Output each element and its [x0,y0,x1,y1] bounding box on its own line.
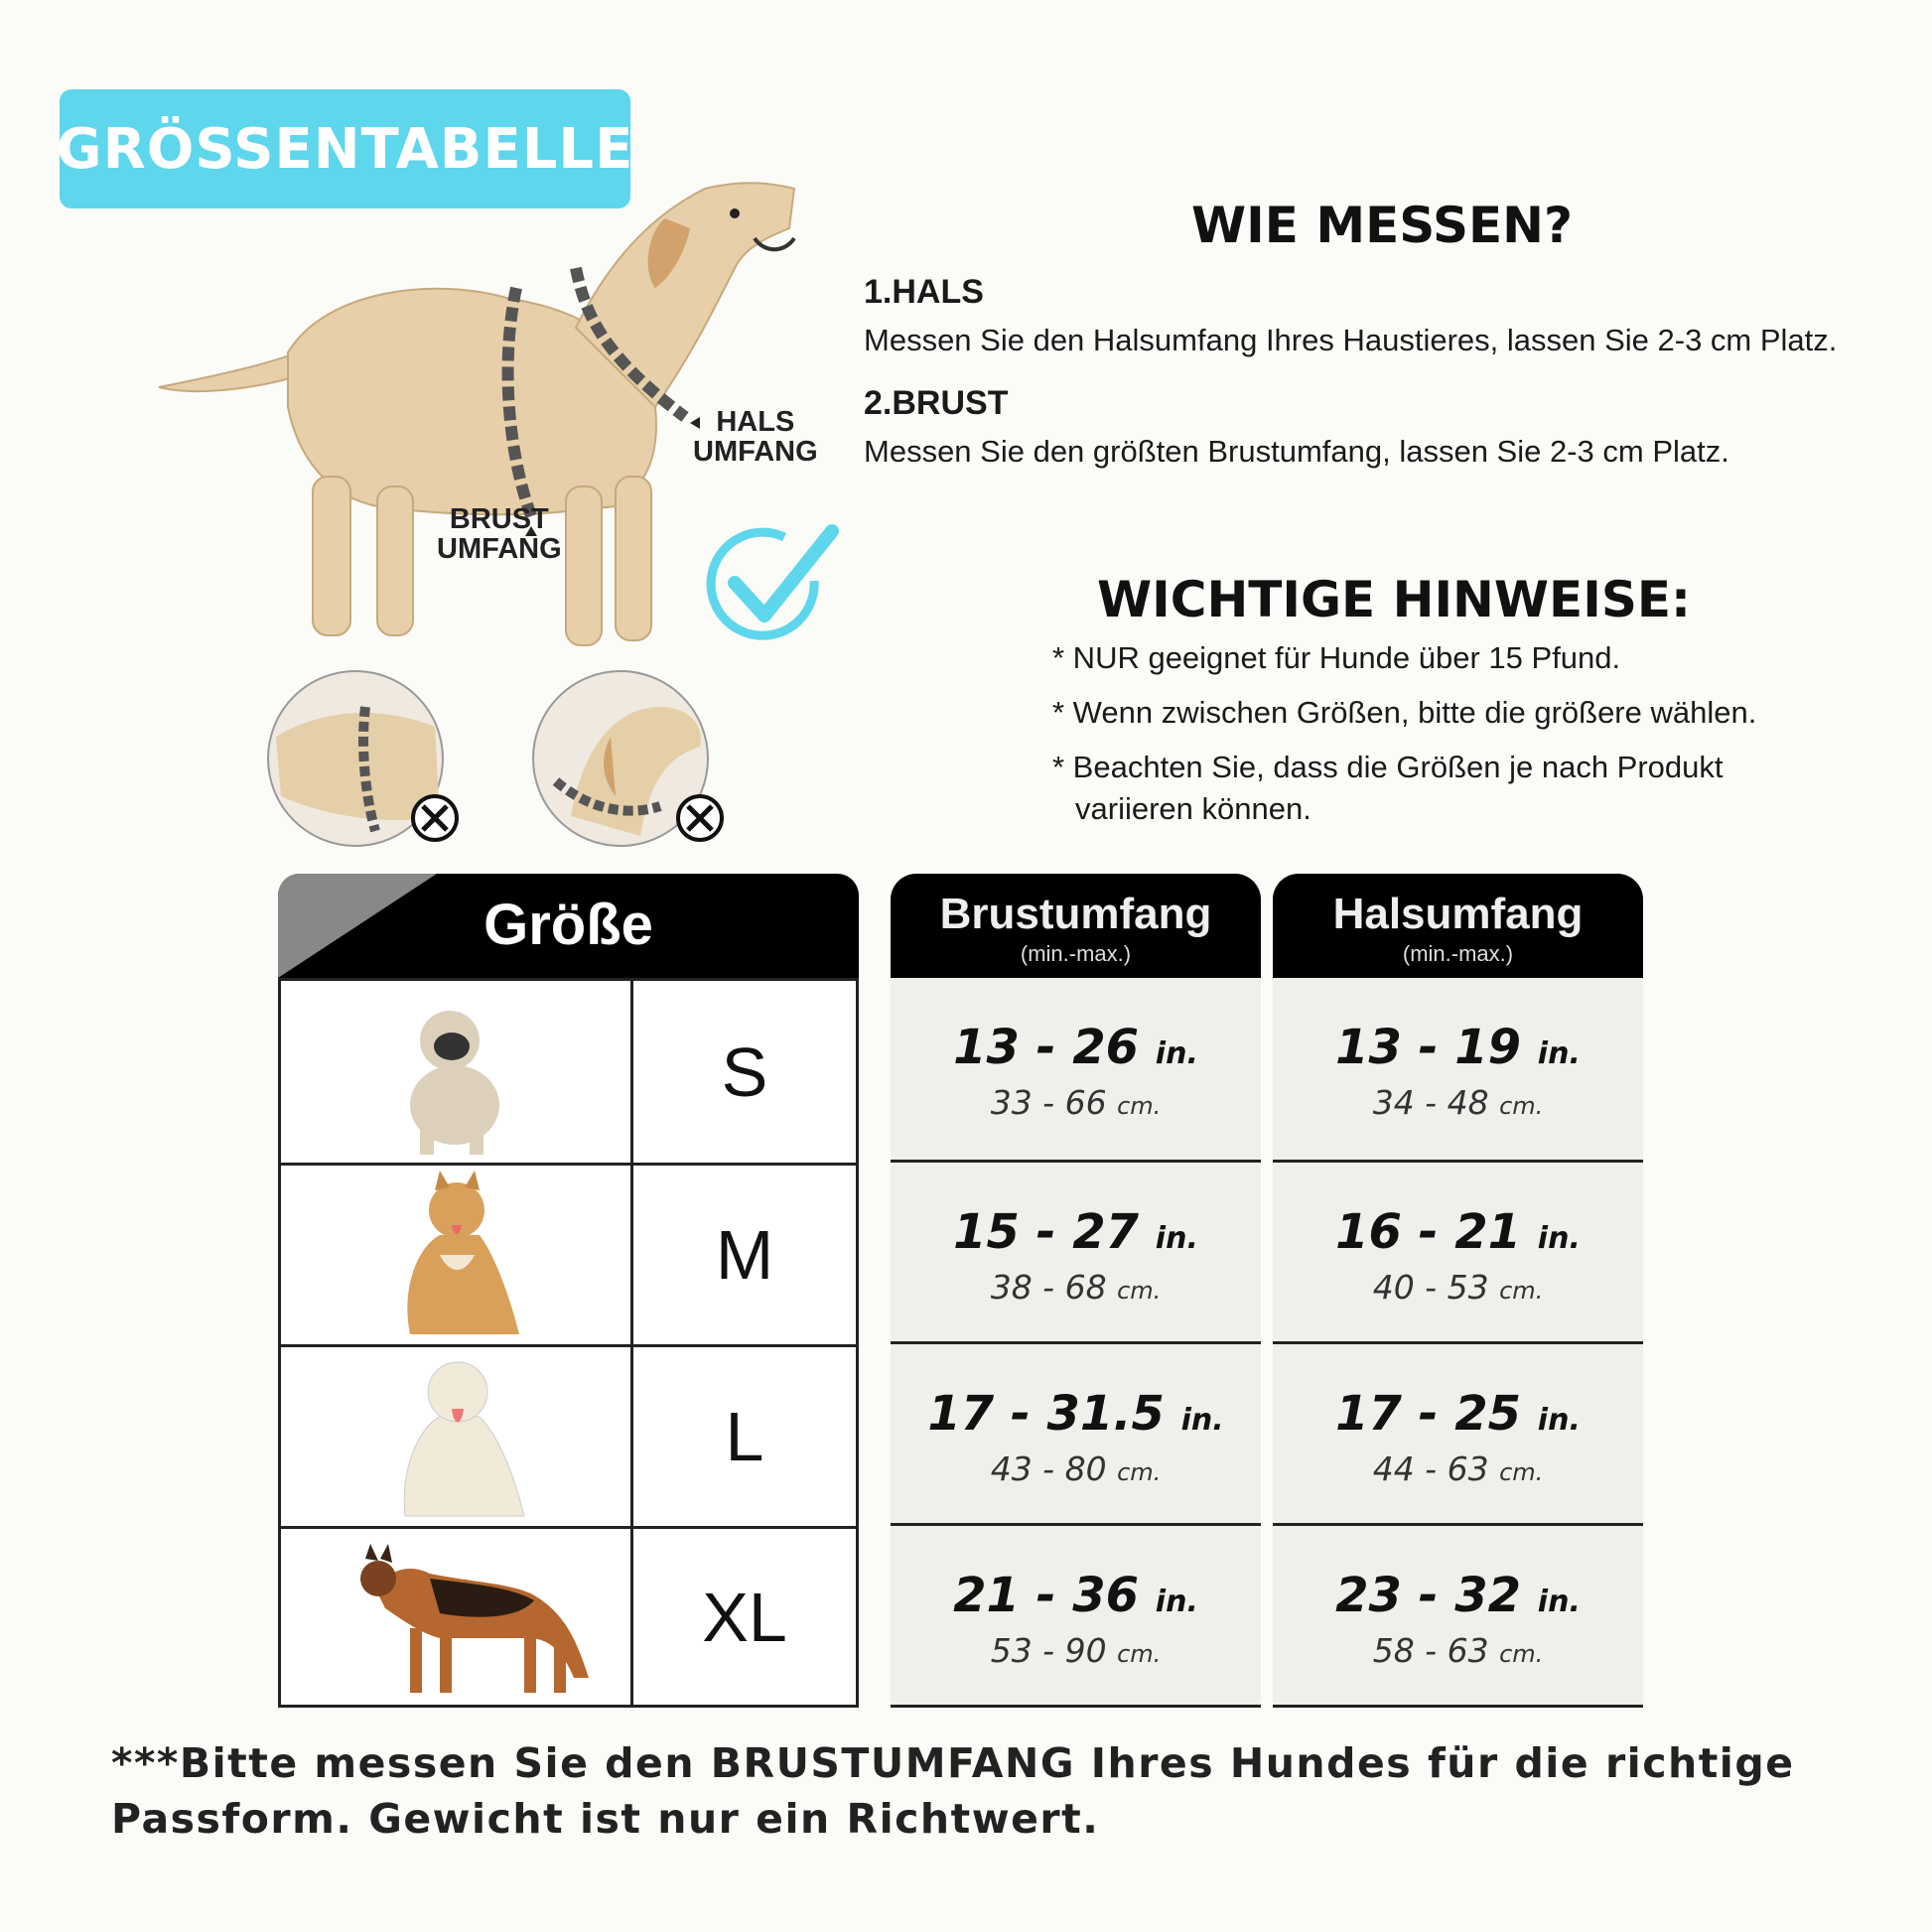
footer-line1: ***Bitte messen Sie den BRUSTUMFANG Ihres Hundes für die richtige [111,1739,1795,1787]
labrador-icon [281,1347,630,1526]
neck-column [1273,978,1643,1708]
size-column-header [278,874,859,978]
note-item: * Beachten Sie, dass die Größen je nach Produkt [1052,750,1724,784]
chest-cell-l [891,1344,1261,1526]
size-label-m: M [715,1216,774,1294]
neck-cell-m [1273,1163,1643,1344]
chest-cell-xl [891,1526,1261,1708]
neck-cell-l [1273,1344,1643,1526]
chest-in-value: 17 - 31.5 in. [927,1386,1224,1442]
chest-cm-value: 43 - 80 cm. [990,1449,1162,1488]
chest-cm-value: 53 - 90 cm. [990,1631,1162,1670]
table-row [281,1166,856,1347]
neck-cm-value: 44 - 63 cm. [1372,1449,1544,1488]
chest-header-label: Brustumfang [939,890,1212,938]
note-item: * NUR geeignet für Hunde über 15 Pfund. [1052,640,1621,675]
chest-label-line2: UMFANG [437,533,562,565]
neck-in-value: 13 - 19 in. [1335,1020,1581,1075]
note-item: variieren können. [1075,791,1311,826]
chest-cm-value: 38 - 68 cm. [990,1268,1162,1307]
neck-cm-value: 58 - 63 cm. [1372,1631,1544,1670]
chest-in-value: 13 - 26 in. [953,1020,1198,1075]
size-header-label: Größe [483,893,653,957]
chest-label-line1: BRUST [449,503,549,535]
chest-label [437,504,562,564]
wrong-fit-harness-illustration [266,667,465,866]
neck-in-value: 23 - 32 in. [1335,1568,1581,1623]
size-dog-cell [281,1166,633,1344]
neck-column-header [1273,874,1643,978]
wrong-fit-collar-illustration [531,667,730,866]
size-dog-cell [281,981,633,1163]
checkmark-icon [705,521,839,655]
step-neck-title: 1.HALS [864,273,984,311]
how-to-heading: WIE MESSEN? [1191,197,1574,254]
neck-in-value: 16 - 21 in. [1335,1204,1581,1260]
size-dog-cell [281,1347,633,1526]
chest-cell-m [891,1163,1261,1344]
neck-cell-s [1273,978,1643,1163]
neck-header-sub: (min.-max.) [1402,941,1514,966]
size-label-s: S [721,1033,768,1111]
size-column [278,978,859,1708]
chest-header-sub: (min.-max.) [1020,941,1132,966]
chest-in-value: 21 - 36 in. [953,1568,1198,1623]
neck-header-label: Halsumfang [1332,890,1584,938]
footer-note [111,1735,1898,1847]
neck-cm-value: 40 - 53 cm. [1372,1268,1544,1307]
shiba-icon [281,1166,630,1344]
neck-in-value: 17 - 25 in. [1335,1386,1581,1442]
chest-column [891,978,1261,1708]
notes-heading: WICHTIGE HINWEISE: [1097,571,1691,628]
size-dog-cell [281,1529,633,1705]
table-row [281,1347,856,1529]
page-title: GRÖSSENTABELLE [56,116,634,182]
size-label-l: L [725,1398,764,1475]
step-neck-text: Messen Sie den Halsumfang Ihres Haustieres, lassen Sie 2-3 cm Platz. [864,323,1838,357]
neck-label [693,407,818,467]
table-row [281,1529,856,1705]
german-shepherd-icon [281,1529,630,1702]
neck-cell-xl [1273,1526,1643,1708]
chest-in-value: 15 - 27 in. [953,1204,1198,1260]
chest-column-header [891,874,1261,978]
neck-label-line1: HALS [716,406,795,438]
neck-label-line2: UMFANG [693,436,818,468]
size-label-xl: XL [702,1578,787,1656]
table-row [281,981,856,1166]
step-chest-title: 2.BRUST [864,384,1009,422]
footer-line2: Passform. Gewicht ist nur ein Richtwert. [111,1795,1100,1843]
neck-cm-value: 34 - 48 cm. [1372,1083,1544,1122]
step-chest-text: Messen Sie den größten Brustumfang, lassen Sie 2-3 cm Platz. [864,434,1729,469]
chest-cm-value: 33 - 66 cm. [990,1083,1162,1122]
note-item: * Wenn zwischen Größen, bitte die größere wählen. [1052,695,1757,730]
pug-icon [281,981,630,1163]
chest-cell-s [891,978,1261,1163]
